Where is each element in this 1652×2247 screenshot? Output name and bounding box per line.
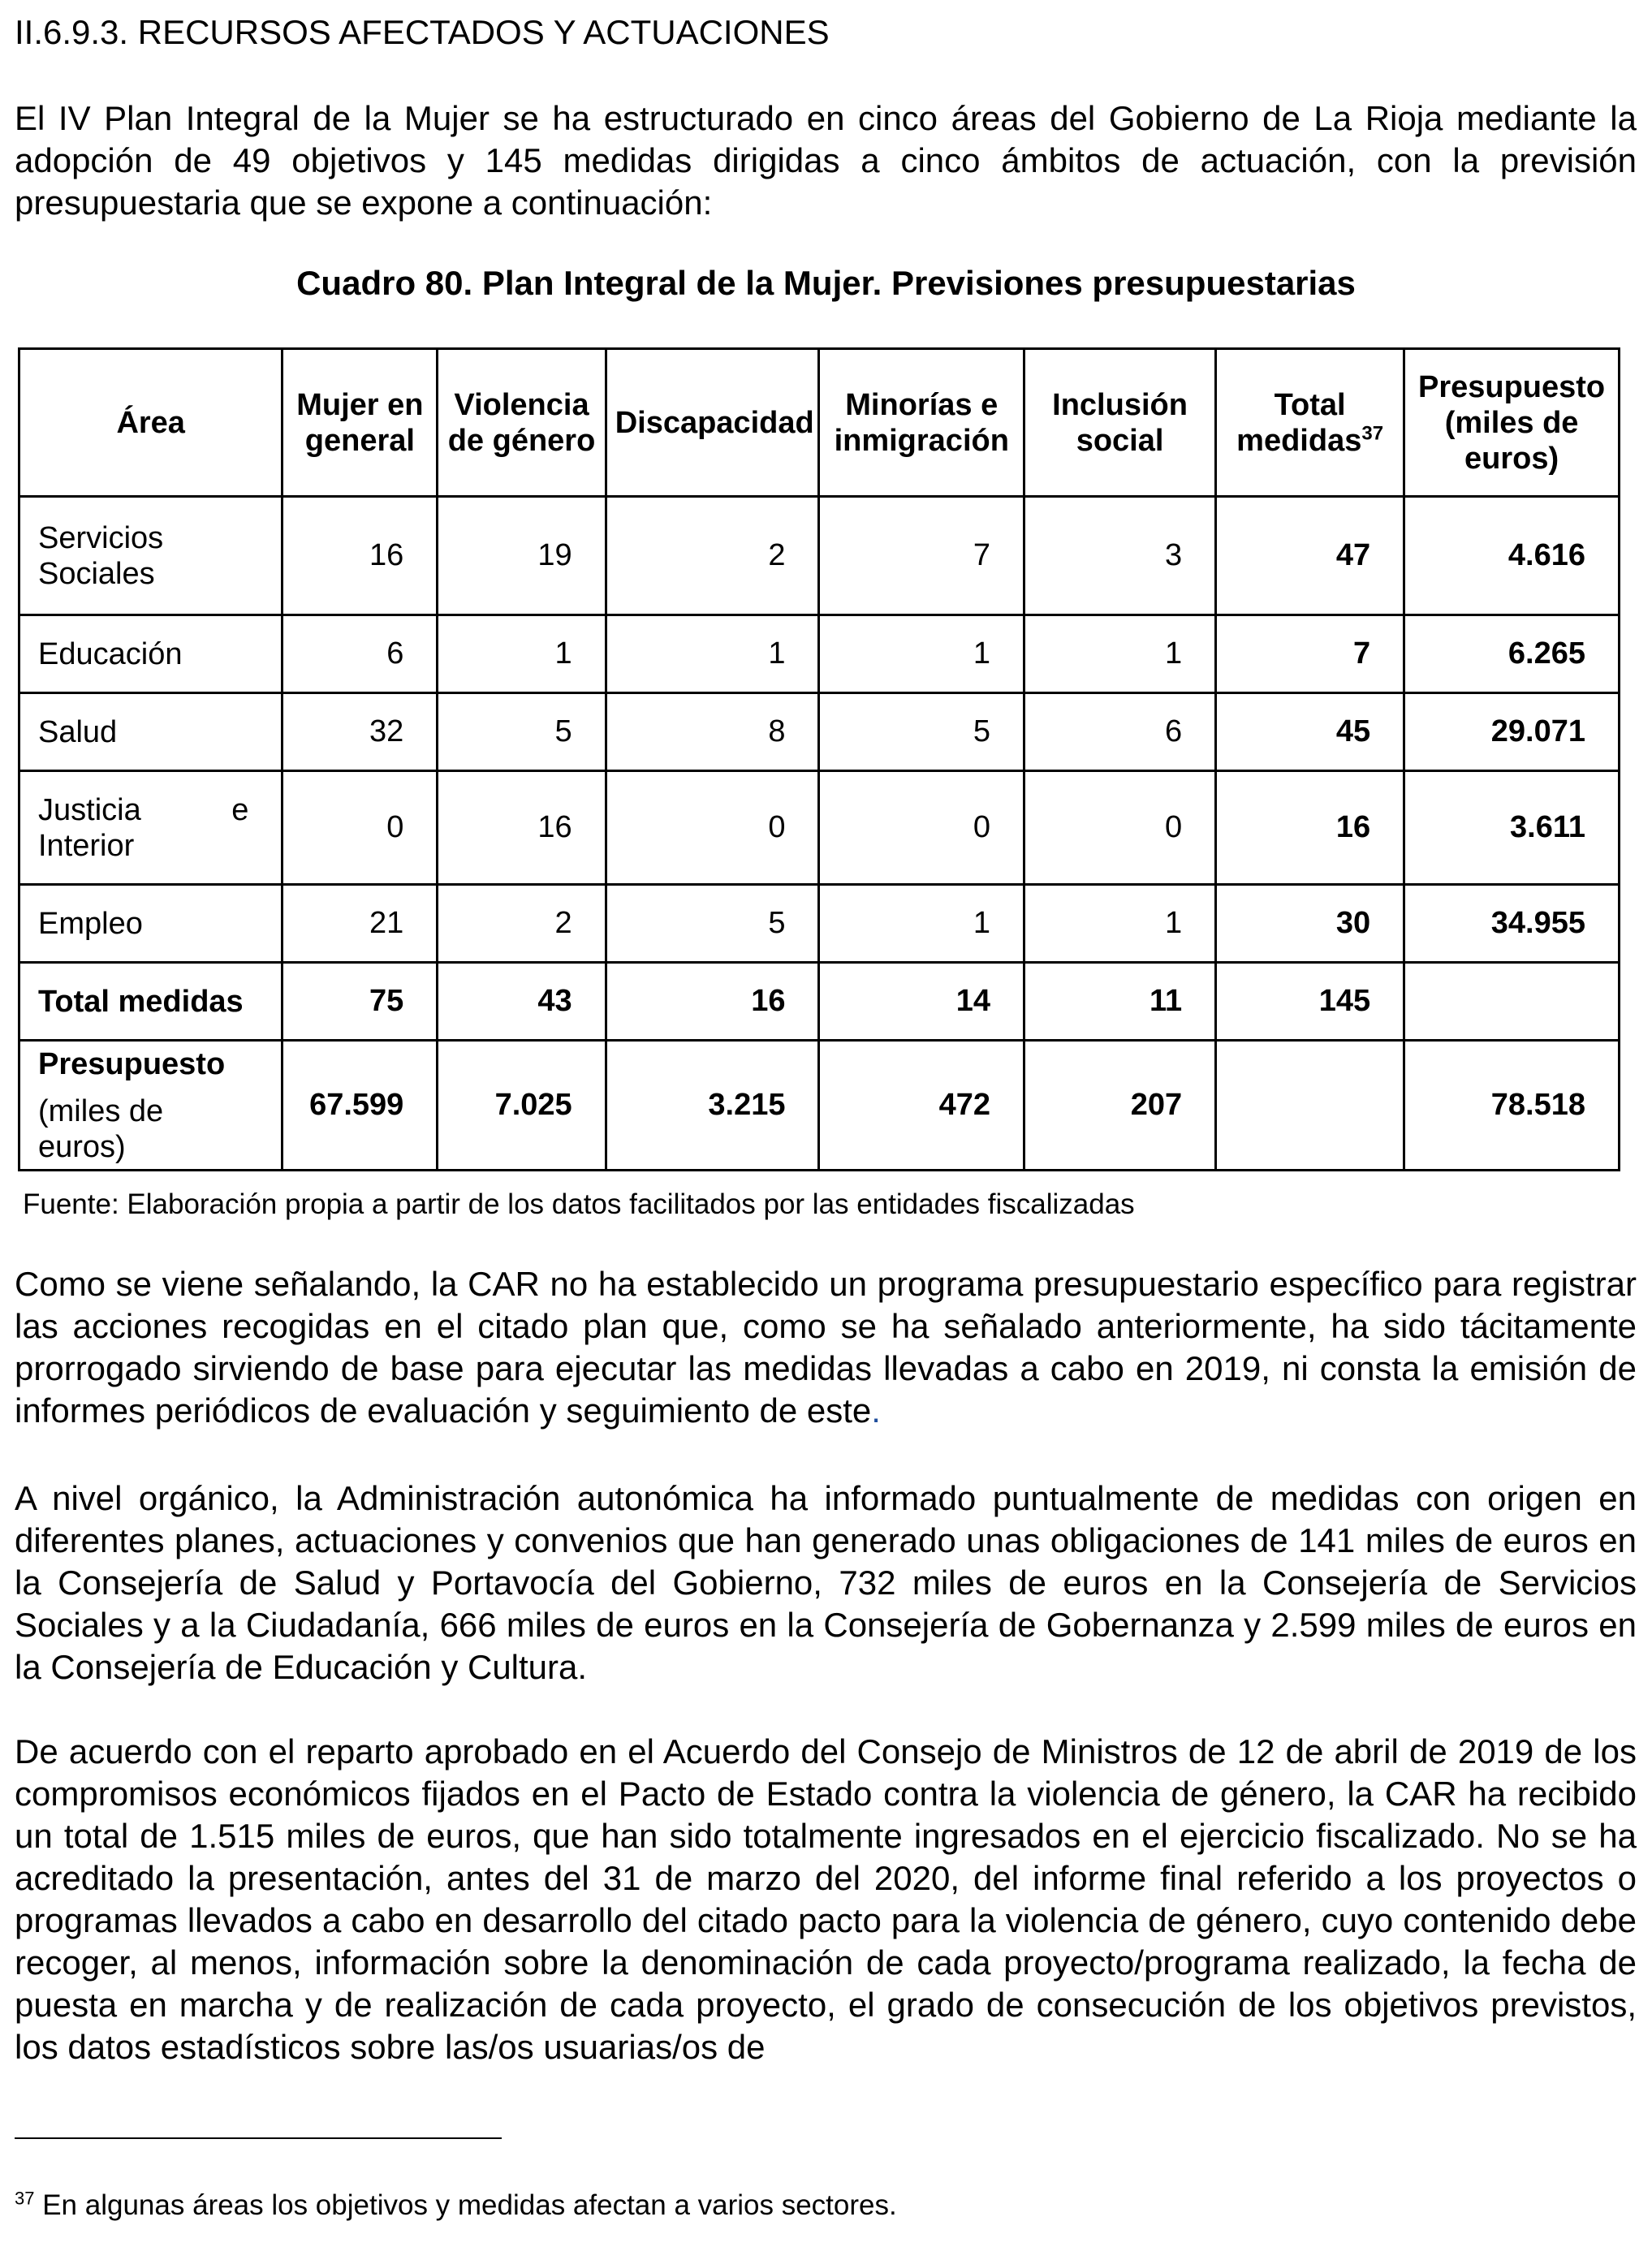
table-caption: Cuadro 80. Plan Integral de la Mujer. Previsiones presupuestarias (296, 264, 1356, 302)
footnote-separator (15, 2137, 502, 2139)
budget-row (19, 1041, 1620, 1171)
cell-violencia: 16 (438, 771, 606, 885)
cell-inclusion: 0 (1024, 771, 1216, 885)
cell-violencia: 43 (438, 963, 606, 1041)
cell-presupuesto: 4.616 (1404, 497, 1620, 615)
cell-discapacidad: 16 (606, 963, 819, 1041)
budget-table (18, 347, 1620, 1171)
cell-discapacidad: 0 (606, 771, 819, 885)
footnote-number: 37 (15, 2188, 35, 2209)
cell-total: 30 (1216, 885, 1404, 963)
header-presupuesto: Presupuesto (miles de euros) (1404, 349, 1620, 497)
cell-inclusion: 1 (1024, 885, 1216, 963)
cell-violencia: 19 (438, 497, 606, 615)
paragraph: De acuerdo con el reparto aprobado en el Acuerdo del Consejo de Ministros de 12 de abril de 2019 de los compromisos económicos fijados en el Pacto de Estado contra la violencia de género, la CAR ha recibido un total de 1.515 miles de euros, que han sido totalmente ingresados en el ejercicio fiscalizado. No se ha acreditado la presentación, antes del 31 de marzo del 2020, del informe final referido a los proyectos o programas llevados a cabo en desarrollo del citado pacto para la violencia de género, cuyo contenido debe recoger, al menos, información sobre la denominación de cada proyecto/programa realizado, la fecha de puesta en marcha y de realización de cada proyecto, el grado de consecución de los objetivos previstos, los datos estadísticos sobre las/os usuarias/os de (15, 1732, 1637, 2066)
cell-presupuesto: 29.071 (1404, 693, 1620, 771)
cell-violencia: 2 (438, 885, 606, 963)
total-row (19, 963, 1620, 1041)
table-source-note: Fuente: Elaboración propia a partir de los datos facilitados por las entidades fiscalizadas (23, 1188, 1135, 1220)
row-area: Servicios Sociales (19, 497, 283, 615)
row-area: Educación (19, 615, 283, 693)
cell-inclusion: 11 (1024, 963, 1216, 1041)
cell-total: 7 (1216, 615, 1404, 693)
cell-violencia: 5 (438, 693, 606, 771)
cell-violencia: 1 (438, 615, 606, 693)
row-area: Justicia e Interior (19, 771, 283, 885)
cell-inclusion: 1 (1024, 615, 1216, 693)
cell-presupuesto: 6.265 (1404, 615, 1620, 693)
table-row (19, 497, 1620, 615)
cell-mujer: 21 (283, 885, 438, 963)
cell-total: 16 (1216, 771, 1404, 885)
cell-presupuesto: 78.518 (1404, 1041, 1620, 1171)
cell-presupuesto: 3.611 (1404, 771, 1620, 885)
paragraph: Como se viene señalando, la CAR no ha establecido un programa presupuestario específico para registrar las acciones recogidas en el citado plan que, como se ha señalado anteriormente, ha sido tácitamente prorrogado sirviendo de base para ejecutar las medidas llevadas a cabo en 2019, ni consta la emisión de informes periódicos de evaluación y seguimiento de este. (15, 1265, 1637, 1430)
cell-discapacidad: 8 (606, 693, 819, 771)
cell-total: 145 (1216, 963, 1404, 1041)
paragraph: A nivel orgánico, la Administración autonómica ha informado puntualmente de medidas con origen en diferentes planes, actuaciones y convenios que han generado unas obligaciones de 141 miles de euros en la Consejería de Salud y Portavocía del Gobierno, 732 miles de euros en la Consejería de Servicios Sociales y a la Ciudadanía, 666 miles de euros en la Consejería de Gobernanza y 2.599 miles de euros en la Consejería de Educación y Cultura. (15, 1479, 1637, 1686)
cell-mujer: 0 (283, 771, 438, 885)
cell-inclusion: 207 (1024, 1041, 1216, 1171)
cell-discapacidad: 5 (606, 885, 819, 963)
cell-discapacidad: 1 (606, 615, 819, 693)
table-row (19, 693, 1620, 771)
footnote-ref: 37 (1361, 421, 1384, 444)
cell-mujer: 6 (283, 615, 438, 693)
cell-mujer: 16 (283, 497, 438, 615)
cell-discapacidad: 3.215 (606, 1041, 819, 1171)
row-area: Salud (19, 693, 283, 771)
table-row (19, 885, 1620, 963)
cell-inclusion: 6 (1024, 693, 1216, 771)
cell-minorias: 5 (819, 693, 1024, 771)
cell-violencia: 7.025 (438, 1041, 606, 1171)
cell-minorias: 1 (819, 885, 1024, 963)
row-area: Presupuesto (miles de euros) (19, 1041, 283, 1171)
cell-minorias: 0 (819, 771, 1024, 885)
cell-minorias: 7 (819, 497, 1024, 615)
cell-presupuesto: 34.955 (1404, 885, 1620, 963)
header-mujer: Mujer en general (283, 349, 438, 497)
footnote: $^{37}$ En algunas áreas los objetivos y medidas afectan a varios sectores. (15, 2188, 897, 2221)
cell-mujer: 67.599 (283, 1041, 438, 1171)
intro-paragraph: El IV Plan Integral de la Mujer se ha estructurado en cinco áreas del Gobierno de La Rioja mediante la adopción de 49 objetivos y 145 medidas dirigidas a cinco ámbitos de actuación, con la previsión presupuestaria que se expone a continuación: (15, 99, 1637, 222)
cell-inclusion: 3 (1024, 497, 1216, 615)
header-discapacidad: Discapacidad (606, 349, 819, 497)
header-minorias: Minorías e inmigración (819, 349, 1024, 497)
cell-total (1216, 1041, 1404, 1171)
table-row (19, 771, 1620, 885)
header-inclusion: Inclusión social (1024, 349, 1216, 497)
header-area: Área (19, 349, 283, 497)
cell-minorias: 1 (819, 615, 1024, 693)
cell-minorias: 472 (819, 1041, 1024, 1171)
table-row (19, 615, 1620, 693)
cell-discapacidad: 2 (606, 497, 819, 615)
cell-total: 45 (1216, 693, 1404, 771)
section-heading: II.6.9.3. RECURSOS AFECTADOS Y ACTUACIONES (15, 13, 830, 51)
cell-mujer: 75 (283, 963, 438, 1041)
header-violencia: Violencia de género (438, 349, 606, 497)
row-area: Total medidas (19, 963, 283, 1041)
cell-mujer: 32 (283, 693, 438, 771)
cell-presupuesto (1404, 963, 1620, 1041)
cell-minorias: 14 (819, 963, 1024, 1041)
cell-total: 47 (1216, 497, 1404, 615)
row-area: Empleo (19, 885, 283, 963)
table-header-row (19, 349, 1620, 497)
header-total: Total medidas$^{37}$ (1216, 349, 1404, 497)
